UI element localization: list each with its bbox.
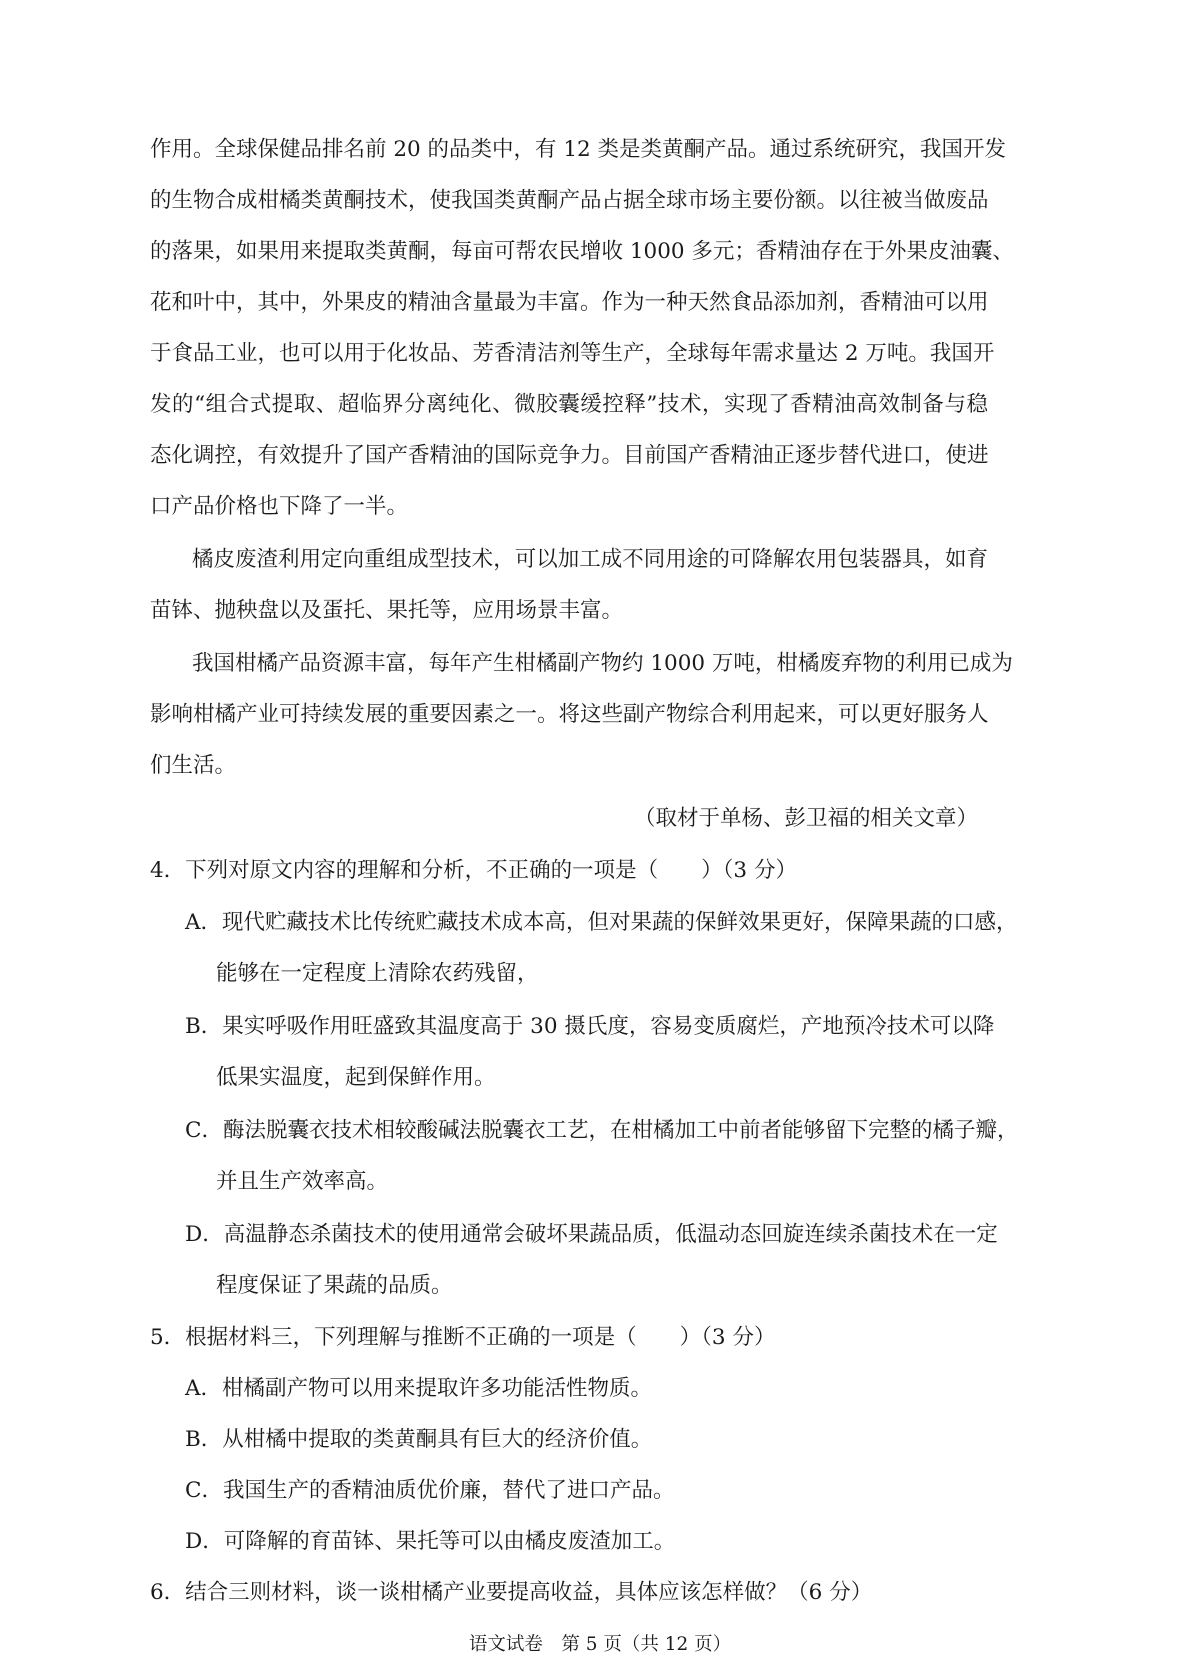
passage-line: 花和叶中，其中，外果皮的精油含量最为丰富。作为一种天然食品添加剂，香精油可以用 bbox=[150, 290, 989, 315]
passage-line: 态化调控，有效提升了国产香精油的国际竞争力。目前国产香精油正逐步替代进口，使进 bbox=[150, 443, 989, 468]
passage-line: 橘皮废渣利用定向重组成型技术，可以加工成不同用途的可降解农用包装器具，如育 bbox=[192, 547, 988, 572]
question-option-continued: 并且生产效率高。 bbox=[216, 1169, 389, 1194]
question-option-continued: 程度保证了果蔬的品质。 bbox=[216, 1273, 453, 1298]
question-option: C．酶法脱囊衣技术相较酸碱法脱囊衣工艺，在柑橘加工中前者能够留下完整的橘子瓣， bbox=[185, 1118, 1019, 1143]
question-option: B．果实呼吸作用旺盛致其温度高于 30 摄氏度，容易变质腐烂，产地预冷技术可以降 bbox=[185, 1014, 995, 1039]
page-footer: 语文试卷 第 5 页（共 12 页） bbox=[468, 1634, 732, 1655]
passage-line: 的落果，如果用来提取类黄酮，每亩可帮农民增收 1000 多元；香精油存在于外果皮油囊、 bbox=[150, 239, 1014, 264]
passage-line: 于食品工业，也可以用于化妆品、芳香清洁剂等生产，全球每年需求量达 2 万吨。我国开 bbox=[150, 341, 995, 366]
passage-line: 口产品价格也下降了一半。 bbox=[150, 494, 409, 519]
passage-line: 们生活。 bbox=[150, 753, 237, 778]
passage-line: 苗钵、抛秧盘以及蛋托、果托等，应用场景丰富。 bbox=[150, 598, 624, 623]
question-stem: 4．下列对原文内容的理解和分析，不正确的一项是（ ）（3 分） bbox=[150, 858, 797, 883]
passage-line: 影响柑橘产业可持续发展的重要因素之一。将这些副产物综合利用起来，可以更好服务人 bbox=[150, 702, 989, 727]
question-option: A．现代贮藏技术比传统贮藏技术成本高，但对果蔬的保鲜效果更好，保障果蔬的口感， bbox=[185, 910, 1018, 935]
question-option: D．高温静态杀菌技术的使用通常会破坏果蔬品质，低温动态回旋连续杀菌技术在一定 bbox=[185, 1222, 998, 1247]
passage-line: 的生物合成柑橘类黄酮技术，使我国类黄酮产品占据全球市场主要份额。以往被当做废品 bbox=[150, 188, 989, 213]
question-option: A．柑橘副产物可以用来提取许多功能活性物质。 bbox=[185, 1376, 653, 1401]
passage-line: 作用。全球保健品排名前 20 的品类中，有 12 类是类黄酮产品。通过系统研究，我国开发 bbox=[150, 137, 1007, 162]
question-option-continued: 低果实温度，起到保鲜作用。 bbox=[216, 1065, 496, 1090]
question-option-continued: 能够在一定程度上清除农药残留， bbox=[216, 961, 539, 986]
question-stem: 6．结合三则材料，谈一谈柑橘产业要提高收益，具体应该怎样做？（6 分） bbox=[150, 1580, 873, 1605]
passage-line: 我国柑橘产品资源丰富，每年产生柑橘副产物约 1000 万吨，柑橘废弃物的利用已成为 bbox=[192, 651, 1013, 676]
source-attribution: （取材于单杨、彭卫福的相关文章） bbox=[633, 806, 978, 831]
question-option: D．可降解的育苗钵、果托等可以由橘皮废渣加工。 bbox=[185, 1529, 676, 1554]
question-stem: 5．根据材料三，下列理解与推断不正确的一项是（ ）（3 分） bbox=[150, 1325, 776, 1350]
question-option: C．我国生产的香精油质优价廉，替代了进口产品。 bbox=[185, 1478, 675, 1503]
passage-line: 发的“组合式提取、超临界分离纯化、微胶囊缓控释”技术，实现了香精油高效制备与稳 bbox=[150, 392, 988, 417]
question-option: B．从柑橘中提取的类黄酮具有巨大的经济价值。 bbox=[185, 1427, 653, 1452]
